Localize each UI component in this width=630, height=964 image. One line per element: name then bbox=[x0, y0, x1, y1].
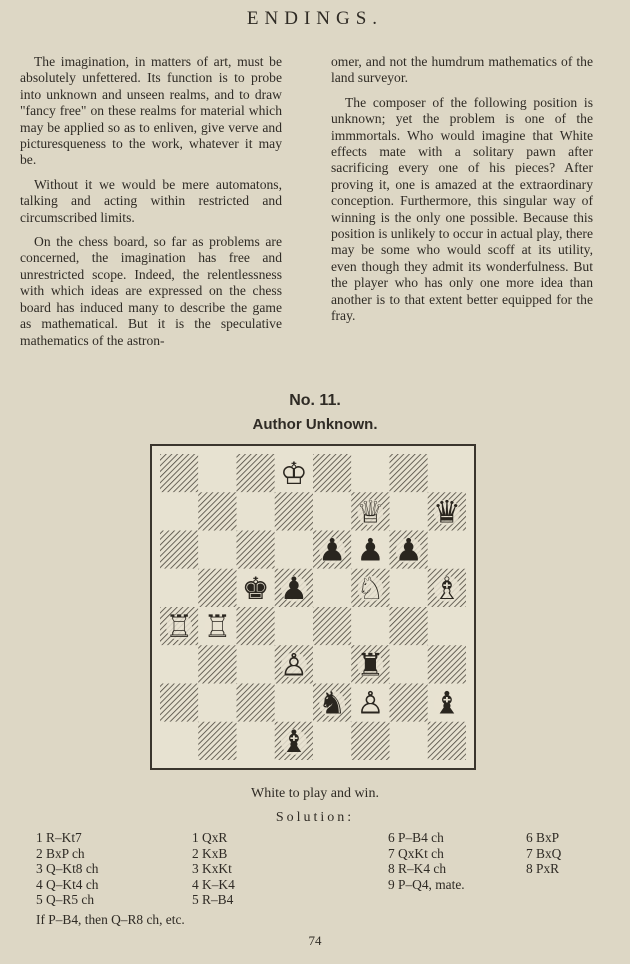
black-king-icon: ♚ bbox=[241, 570, 270, 607]
light-square bbox=[390, 569, 428, 607]
dark-square bbox=[198, 569, 236, 607]
light-square bbox=[198, 454, 236, 492]
dark-square bbox=[198, 492, 236, 530]
white-rook-icon: ♖ bbox=[165, 609, 194, 646]
light-square bbox=[160, 722, 198, 760]
move: 7 BxQ bbox=[526, 845, 562, 861]
left-column bbox=[20, 54, 282, 357]
move: 1 QxR bbox=[192, 830, 228, 845]
white-king-icon: ♔ bbox=[279, 456, 308, 493]
light-square bbox=[160, 569, 198, 607]
dark-square bbox=[237, 531, 275, 569]
problem-author: Author Unknown. bbox=[252, 416, 378, 433]
black-rook-icon: ♜ bbox=[356, 647, 385, 684]
light-square bbox=[275, 684, 313, 722]
paragraph: Without it we would be mere automatons, talking and acting within restricted and circumscribed limits. bbox=[20, 176, 282, 225]
light-square bbox=[198, 531, 236, 569]
move: 4 K–K4 bbox=[192, 876, 235, 892]
chess-board-diagram bbox=[160, 454, 466, 760]
light-square bbox=[428, 607, 466, 645]
black-pawn-icon: ♟ bbox=[318, 532, 347, 569]
dark-square bbox=[237, 607, 275, 645]
solution-white-moves-2 bbox=[388, 830, 465, 892]
dark-square bbox=[160, 454, 198, 492]
move: 9 P–Q4, mate. bbox=[388, 876, 465, 892]
dark-square bbox=[275, 492, 313, 530]
page-title: ENDINGS. bbox=[246, 8, 384, 29]
solution-note: If P–B4, then Q–R8 ch, etc. bbox=[36, 912, 185, 927]
problem-caption: White to play and win. bbox=[251, 786, 379, 801]
white-pawn-icon: ♙ bbox=[279, 647, 308, 684]
light-square bbox=[428, 454, 466, 492]
light-square bbox=[390, 492, 428, 530]
black-pawn-icon: ♟ bbox=[356, 532, 385, 569]
light-square bbox=[237, 722, 275, 760]
move: 7 QxKt ch bbox=[388, 845, 444, 861]
paragraph: On the chess board, so far as problems are concerned, the imagination has free and unrestricted scope. Indeed, the relentlessness with which ideas are expressed on the chess board has induced many to describe the game as mathematical. But it is the speculative mathematics of the astron- bbox=[20, 234, 282, 348]
move: 5 R–B4 bbox=[192, 892, 234, 908]
chess-board bbox=[150, 444, 476, 770]
light-square bbox=[313, 722, 351, 760]
light-square bbox=[390, 645, 428, 683]
light-square bbox=[313, 645, 351, 683]
black-queen-icon: ♛ bbox=[432, 494, 461, 531]
move: 6 BxP bbox=[526, 830, 560, 845]
light-square bbox=[237, 492, 275, 530]
dark-square bbox=[198, 722, 236, 760]
dark-square bbox=[160, 684, 198, 722]
black-bishop-icon: ♝ bbox=[432, 685, 461, 722]
dark-square bbox=[198, 645, 236, 683]
light-square bbox=[198, 684, 236, 722]
light-square bbox=[275, 531, 313, 569]
dark-square bbox=[237, 684, 275, 722]
move: 5 Q–R5 ch bbox=[36, 892, 95, 908]
paragraph: The imagination, in matters of art, must be absolutely unfettered. Its function is to probe into unknown and unseen realms, and to draw "fancy free" on these realms for material which may be applied so as to enliven, give verve and picturesqueness to the work, whatever it may be. bbox=[20, 54, 282, 168]
light-square bbox=[275, 607, 313, 645]
page-number: 74 bbox=[308, 933, 322, 948]
white-pawn-icon: ♙ bbox=[356, 685, 385, 722]
dark-square bbox=[390, 607, 428, 645]
light-square bbox=[160, 645, 198, 683]
dark-square bbox=[351, 722, 389, 760]
problem-number: No. 11. bbox=[289, 392, 341, 409]
white-rook-icon: ♖ bbox=[203, 609, 232, 646]
solution-title: Solution: bbox=[275, 810, 355, 825]
solution-black-moves-1 bbox=[192, 830, 235, 908]
solution-black-moves-2 bbox=[526, 830, 561, 877]
light-square bbox=[237, 645, 275, 683]
paragraph: The composer of the following position is unknown; yet the problem is one of the immmortals. Who would imagine that White effects mate with a solitary pawn after sacrificing every one of his pieces? After proving it, one is amazed at the extraordinary conception. Furthermore, this singular way of winning is the only one possible. Because this position is unlikely to occur in actual play, there may be some who would scoff at its utility, even though they admit its wonderfulness. But the player who has only one more idea than another is to that extent better equipped for the fray. bbox=[331, 94, 593, 324]
black-pawn-icon: ♟ bbox=[394, 532, 423, 569]
white-knight-icon: ♘ bbox=[356, 570, 385, 607]
dark-square bbox=[428, 722, 466, 760]
move: 1 R–Kt7 bbox=[36, 830, 82, 845]
move: 8 PxR bbox=[526, 861, 560, 877]
dark-square bbox=[313, 454, 351, 492]
light-square bbox=[160, 492, 198, 530]
white-bishop-icon: ♗ bbox=[432, 570, 461, 607]
move: 3 Q–Kt8 ch bbox=[36, 861, 99, 877]
move: 8 R–K4 ch bbox=[388, 861, 447, 877]
move: 6 P–B4 ch bbox=[388, 830, 444, 845]
paragraph-continued: omer, and not the humdrum mathematics of the land surveyor. bbox=[331, 54, 593, 86]
white-queen-icon: ♕ bbox=[356, 494, 385, 531]
move: 4 Q–Kt4 ch bbox=[36, 876, 99, 892]
dark-square bbox=[390, 454, 428, 492]
dark-square bbox=[160, 531, 198, 569]
move: 2 KxB bbox=[192, 845, 228, 861]
move: 3 KxKt bbox=[192, 861, 232, 877]
light-square bbox=[390, 722, 428, 760]
dark-square bbox=[237, 454, 275, 492]
dark-square bbox=[390, 684, 428, 722]
light-square bbox=[313, 569, 351, 607]
light-square bbox=[428, 531, 466, 569]
black-bishop-icon: ♝ bbox=[279, 723, 308, 760]
right-column bbox=[331, 54, 593, 333]
dark-square bbox=[428, 645, 466, 683]
light-square bbox=[351, 454, 389, 492]
black-knight-icon: ♞ bbox=[318, 685, 347, 722]
black-pawn-icon: ♟ bbox=[279, 570, 308, 607]
light-square bbox=[351, 607, 389, 645]
move: 2 BxP ch bbox=[36, 845, 85, 861]
solution-white-moves-1 bbox=[36, 830, 98, 908]
dark-square bbox=[313, 607, 351, 645]
light-square bbox=[313, 492, 351, 530]
